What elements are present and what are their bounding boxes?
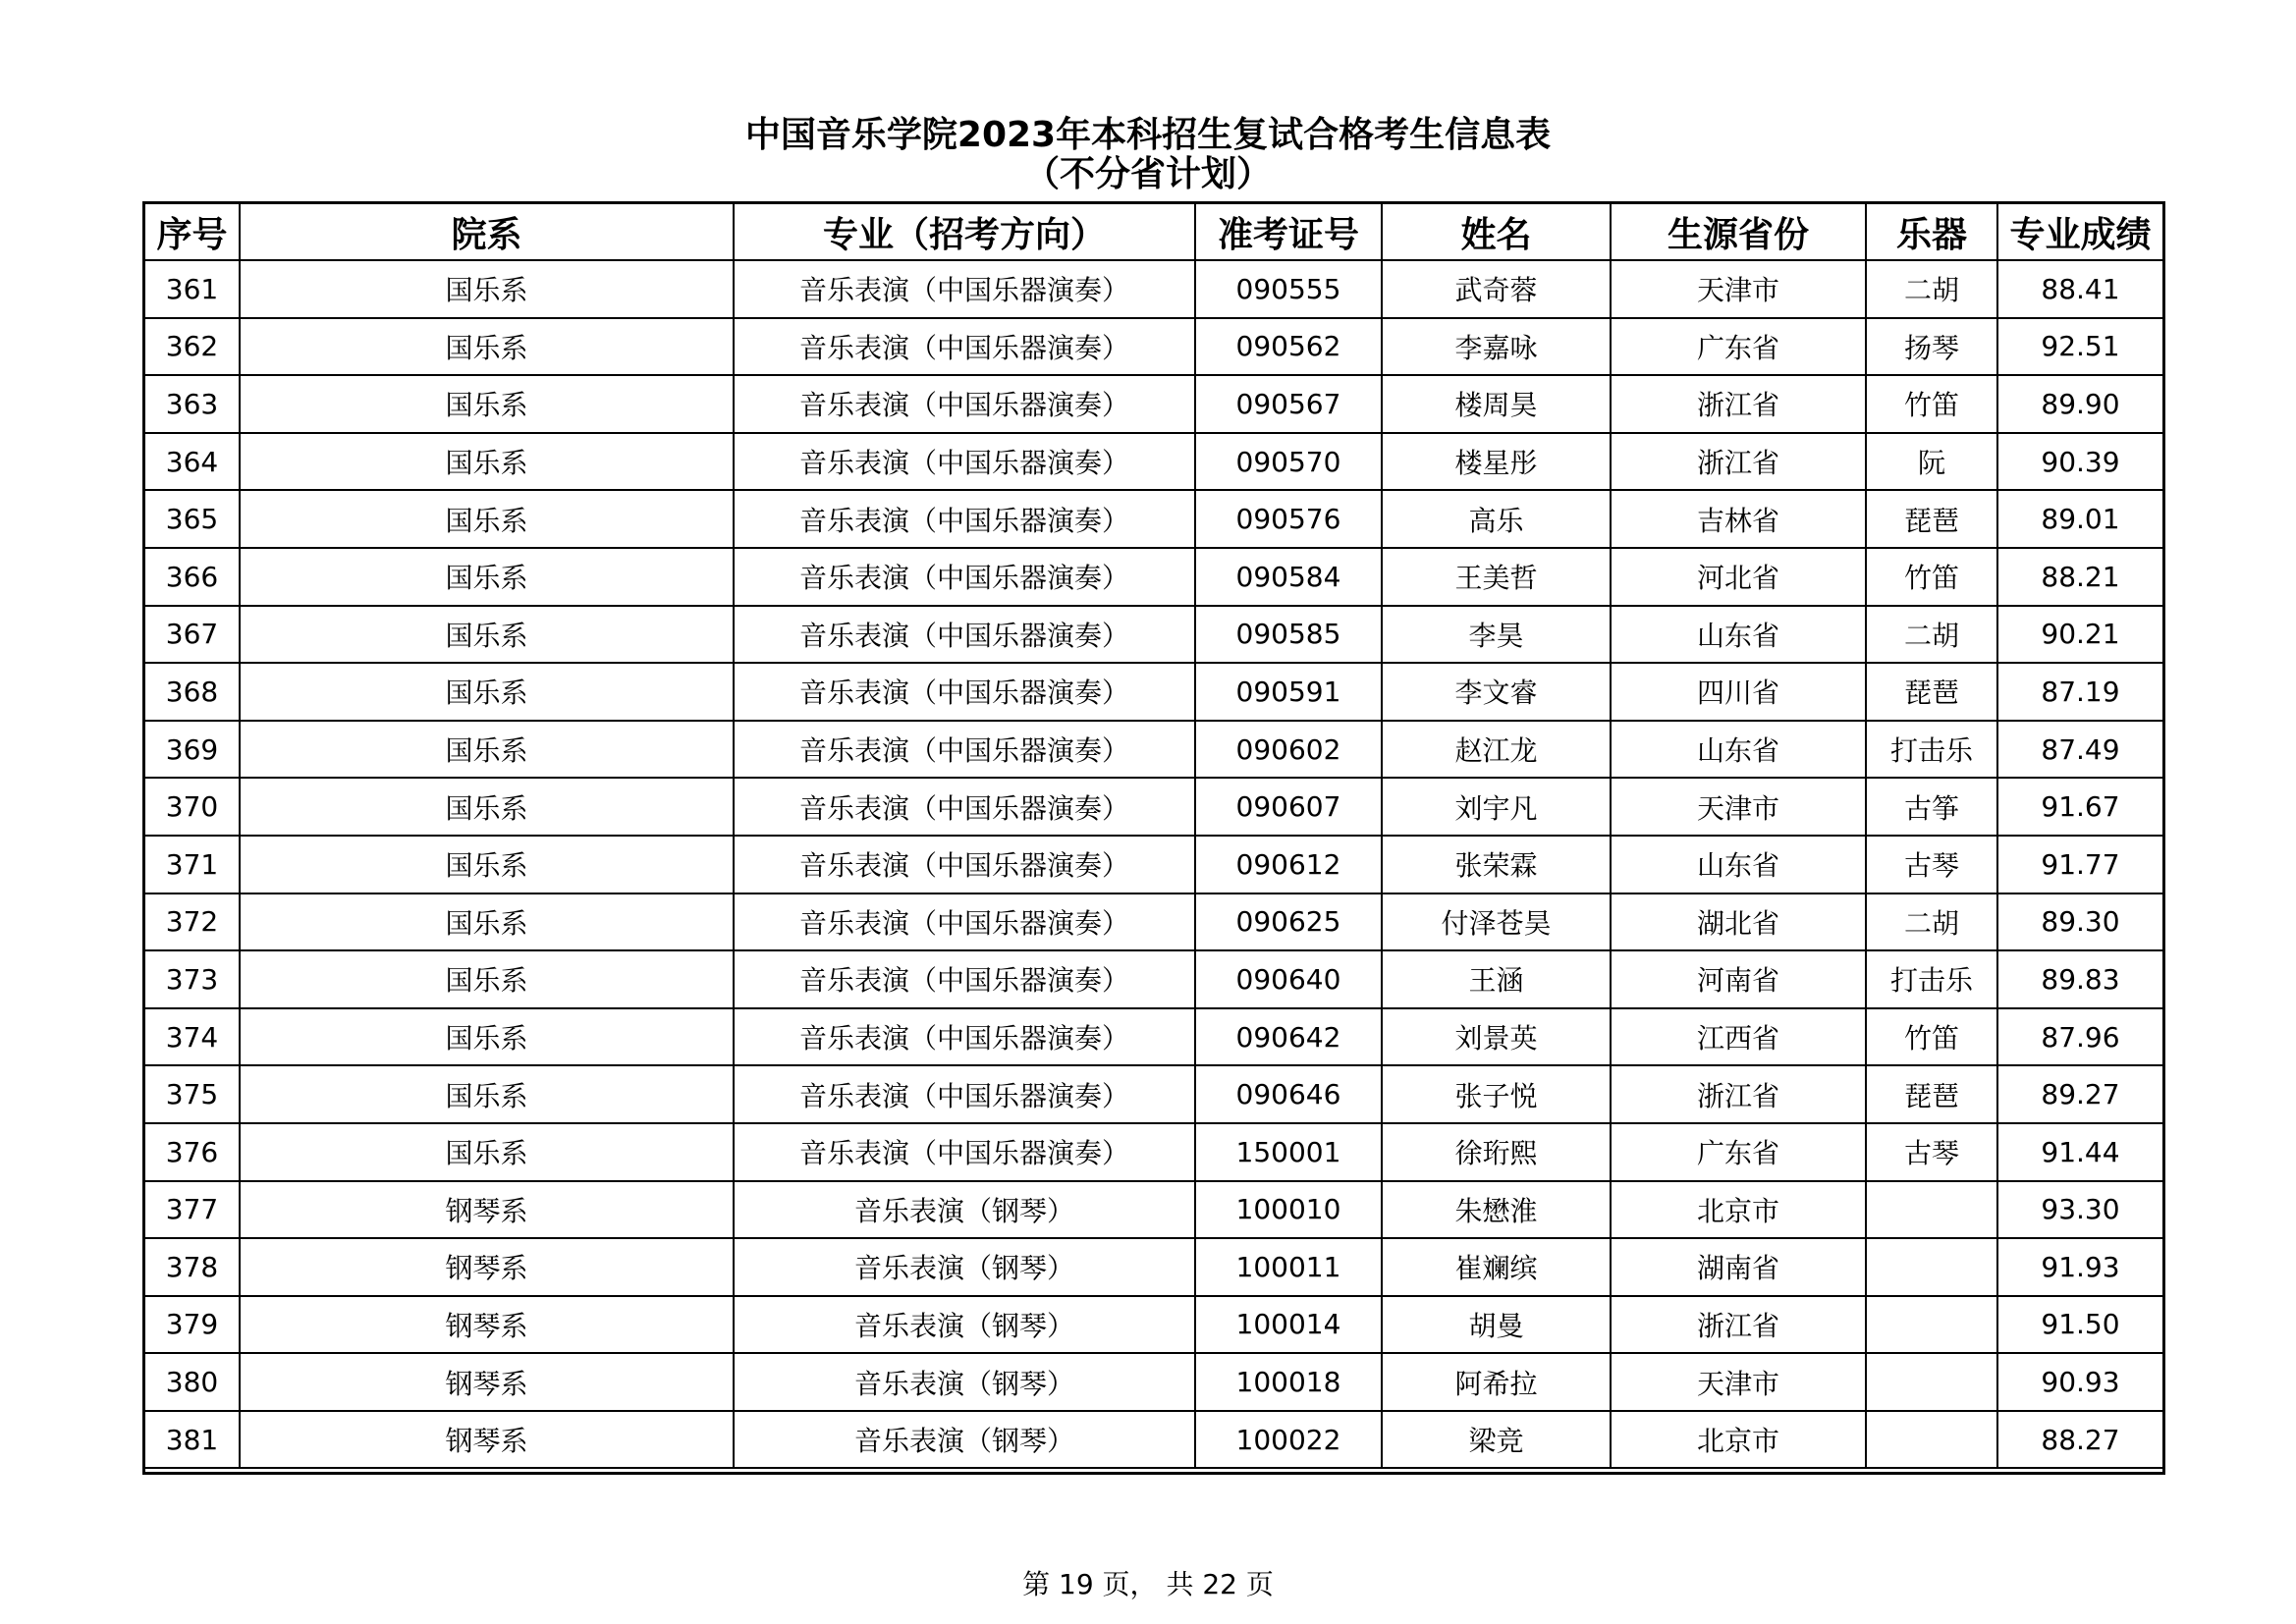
cell-department: 国乐系 [240, 893, 734, 951]
cell-exam-id: 100010 [1195, 1181, 1382, 1239]
cell-index: 380 [144, 1353, 240, 1411]
cell-score: 92.51 [1997, 318, 2163, 376]
table-row [144, 318, 2163, 376]
cell-major: 音乐表演（中国乐器演奏） [734, 836, 1195, 893]
cell-index: 369 [144, 721, 240, 779]
cell-score: 88.21 [1997, 548, 2163, 606]
cell-instrument [1866, 1296, 1997, 1354]
cell-score: 91.44 [1997, 1123, 2163, 1181]
cell-province: 湖北省 [1611, 893, 1866, 951]
cell-department: 钢琴系 [240, 1353, 734, 1411]
page-number: 第 19 页， 共 22 页 [1022, 1568, 1274, 1600]
cell-exam-id: 090607 [1195, 778, 1382, 836]
cell-index: 371 [144, 836, 240, 893]
cell-department: 国乐系 [240, 433, 734, 491]
table-row [144, 375, 2163, 433]
cell-score: 87.19 [1997, 663, 2163, 721]
cell-major: 音乐表演（钢琴） [734, 1238, 1195, 1296]
cell-instrument: 打击乐 [1866, 950, 1997, 1008]
cell-exam-id: 150001 [1195, 1123, 1382, 1181]
cell-department: 国乐系 [240, 663, 734, 721]
cell-index: 362 [144, 318, 240, 376]
cell-score: 89.27 [1997, 1065, 2163, 1123]
cell-department: 国乐系 [240, 260, 734, 318]
table-row [144, 1123, 2163, 1181]
cell-exam-id: 090591 [1195, 663, 1382, 721]
cell-score: 90.39 [1997, 433, 2163, 491]
cell-province: 天津市 [1611, 1353, 1866, 1411]
cell-major: 音乐表演（钢琴） [734, 1411, 1195, 1469]
cell-name: 楼星彤 [1382, 433, 1611, 491]
cell-exam-id: 090612 [1195, 836, 1382, 893]
cell-name: 张荣霖 [1382, 836, 1611, 893]
cell-major: 音乐表演（中国乐器演奏） [734, 1123, 1195, 1181]
table-row [144, 778, 2163, 836]
cell-province: 浙江省 [1611, 375, 1866, 433]
cell-index: 366 [144, 548, 240, 606]
cell-instrument: 扬琴 [1866, 318, 1997, 376]
cell-name: 王美哲 [1382, 548, 1611, 606]
cell-index: 367 [144, 606, 240, 664]
table-row [144, 1411, 2163, 1469]
cell-name: 李昊 [1382, 606, 1611, 664]
column-header: 姓名 [1382, 203, 1611, 260]
table-row [144, 1008, 2163, 1066]
cell-name: 张子悦 [1382, 1065, 1611, 1123]
column-header: 乐器 [1866, 203, 1997, 260]
document-subtitle: （不分省计划） [1023, 154, 1272, 194]
cell-instrument [1866, 1353, 1997, 1411]
cell-department: 国乐系 [240, 778, 734, 836]
cell-province: 浙江省 [1611, 1296, 1866, 1354]
cell-name: 梁竞 [1382, 1411, 1611, 1469]
cell-department: 国乐系 [240, 490, 734, 548]
cell-score: 87.96 [1997, 1008, 2163, 1066]
cell-score: 91.67 [1997, 778, 2163, 836]
page-footer [0, 1563, 2296, 1602]
cell-department: 国乐系 [240, 950, 734, 1008]
cell-name: 赵江龙 [1382, 721, 1611, 779]
cell-major: 音乐表演（中国乐器演奏） [734, 260, 1195, 318]
cell-province: 江西省 [1611, 1008, 1866, 1066]
cell-index: 361 [144, 260, 240, 318]
cell-instrument: 古琴 [1866, 1123, 1997, 1181]
cell-major: 音乐表演（中国乐器演奏） [734, 548, 1195, 606]
cell-name: 刘宇凡 [1382, 778, 1611, 836]
cell-instrument: 古筝 [1866, 778, 1997, 836]
cell-exam-id: 090570 [1195, 433, 1382, 491]
cell-major: 音乐表演（中国乐器演奏） [734, 433, 1195, 491]
cell-province: 山东省 [1611, 606, 1866, 664]
cell-province: 广东省 [1611, 1123, 1866, 1181]
cell-instrument: 竹笛 [1866, 375, 1997, 433]
cell-province: 河南省 [1611, 950, 1866, 1008]
cell-exam-id: 090625 [1195, 893, 1382, 951]
cell-name: 徐珩熙 [1382, 1123, 1611, 1181]
cell-instrument: 二胡 [1866, 893, 1997, 951]
table-header-row [144, 203, 2163, 260]
cell-province: 北京市 [1611, 1181, 1866, 1239]
table-row [144, 548, 2163, 606]
cell-exam-id: 090555 [1195, 260, 1382, 318]
cell-name: 刘景英 [1382, 1008, 1611, 1066]
cell-index: 378 [144, 1238, 240, 1296]
cell-department: 国乐系 [240, 1123, 734, 1181]
cell-score: 90.93 [1997, 1353, 2163, 1411]
column-header: 准考证号 [1195, 203, 1382, 260]
cell-department: 国乐系 [240, 721, 734, 779]
cell-major: 音乐表演（钢琴） [734, 1296, 1195, 1354]
cell-name: 王涵 [1382, 950, 1611, 1008]
cell-exam-id: 100011 [1195, 1238, 1382, 1296]
cell-province: 四川省 [1611, 663, 1866, 721]
cell-department: 钢琴系 [240, 1238, 734, 1296]
table-row [144, 893, 2163, 951]
cell-major: 音乐表演（中国乐器演奏） [734, 950, 1195, 1008]
cell-name: 阿希拉 [1382, 1353, 1611, 1411]
cell-index: 375 [144, 1065, 240, 1123]
cell-department: 钢琴系 [240, 1411, 734, 1469]
cell-score: 89.83 [1997, 950, 2163, 1008]
cell-index: 373 [144, 950, 240, 1008]
cell-index: 372 [144, 893, 240, 951]
cell-index: 368 [144, 663, 240, 721]
cell-province: 吉林省 [1611, 490, 1866, 548]
cell-score: 87.49 [1997, 721, 2163, 779]
cell-index: 377 [144, 1181, 240, 1239]
cell-exam-id: 090585 [1195, 606, 1382, 664]
cell-instrument [1866, 1181, 1997, 1239]
cell-department: 国乐系 [240, 836, 734, 893]
cell-exam-id: 090640 [1195, 950, 1382, 1008]
cell-index: 374 [144, 1008, 240, 1066]
cell-major: 音乐表演（中国乐器演奏） [734, 893, 1195, 951]
cell-name: 李嘉咏 [1382, 318, 1611, 376]
cell-instrument: 琵琶 [1866, 490, 1997, 548]
cell-exam-id: 090646 [1195, 1065, 1382, 1123]
cell-exam-id: 090584 [1195, 548, 1382, 606]
cell-instrument: 二胡 [1866, 260, 1997, 318]
cell-score: 91.50 [1997, 1296, 2163, 1354]
table-row [144, 721, 2163, 779]
table-row [144, 1181, 2163, 1239]
cell-name: 胡曼 [1382, 1296, 1611, 1354]
cell-major: 音乐表演（中国乐器演奏） [734, 318, 1195, 376]
cell-instrument: 二胡 [1866, 606, 1997, 664]
cell-instrument: 竹笛 [1866, 548, 1997, 606]
cell-department: 国乐系 [240, 1008, 734, 1066]
cell-major: 音乐表演（中国乐器演奏） [734, 663, 1195, 721]
cell-index: 364 [144, 433, 240, 491]
cell-department: 国乐系 [240, 318, 734, 376]
cell-exam-id: 100018 [1195, 1353, 1382, 1411]
cell-index: 365 [144, 490, 240, 548]
cell-exam-id: 090576 [1195, 490, 1382, 548]
cell-score: 89.01 [1997, 490, 2163, 548]
column-header: 生源省份 [1611, 203, 1866, 260]
cell-exam-id: 090602 [1195, 721, 1382, 779]
cell-score: 91.77 [1997, 836, 2163, 893]
cell-exam-id: 100022 [1195, 1411, 1382, 1469]
cell-province: 山东省 [1611, 836, 1866, 893]
cell-name: 崔斓缤 [1382, 1238, 1611, 1296]
cell-major: 音乐表演（中国乐器演奏） [734, 375, 1195, 433]
table-row [144, 1065, 2163, 1123]
cell-department: 国乐系 [240, 375, 734, 433]
cell-province: 河北省 [1611, 548, 1866, 606]
cell-name: 付泽苍昊 [1382, 893, 1611, 951]
table-row [144, 1238, 2163, 1296]
cell-province: 山东省 [1611, 721, 1866, 779]
cell-instrument: 琵琶 [1866, 663, 1997, 721]
cell-score: 88.41 [1997, 260, 2163, 318]
cell-province: 广东省 [1611, 318, 1866, 376]
table-row [144, 1353, 2163, 1411]
cell-index: 370 [144, 778, 240, 836]
cell-exam-id: 090642 [1195, 1008, 1382, 1066]
cell-department: 国乐系 [240, 548, 734, 606]
cell-major: 音乐表演（中国乐器演奏） [734, 490, 1195, 548]
cell-major: 音乐表演（中国乐器演奏） [734, 1008, 1195, 1066]
cell-province: 天津市 [1611, 778, 1866, 836]
column-header: 院系 [240, 203, 734, 260]
cell-department: 钢琴系 [240, 1296, 734, 1354]
cell-instrument: 阮 [1866, 433, 1997, 491]
table-body [144, 260, 2163, 1468]
table-row [144, 606, 2163, 664]
cell-score: 90.21 [1997, 606, 2163, 664]
cell-score: 89.90 [1997, 375, 2163, 433]
column-header: 序号 [144, 203, 240, 260]
cell-province: 北京市 [1611, 1411, 1866, 1469]
cell-instrument: 竹笛 [1866, 1008, 1997, 1066]
table-row [144, 433, 2163, 491]
cell-major: 音乐表演（中国乐器演奏） [734, 606, 1195, 664]
cell-index: 381 [144, 1411, 240, 1469]
cell-exam-id: 100014 [1195, 1296, 1382, 1354]
cell-instrument: 琵琶 [1866, 1065, 1997, 1123]
cell-name: 武奇蓉 [1382, 260, 1611, 318]
cell-major: 音乐表演（钢琴） [734, 1353, 1195, 1411]
table-row [144, 663, 2163, 721]
column-header: 专业成绩 [1997, 203, 2163, 260]
cell-name: 楼周昊 [1382, 375, 1611, 433]
cell-score: 89.30 [1997, 893, 2163, 951]
column-header: 专业（招考方向） [734, 203, 1195, 260]
cell-score: 93.30 [1997, 1181, 2163, 1239]
cell-instrument: 古琴 [1866, 836, 1997, 893]
cell-department: 国乐系 [240, 1065, 734, 1123]
cell-instrument [1866, 1238, 1997, 1296]
table-row [144, 836, 2163, 893]
cell-province: 湖南省 [1611, 1238, 1866, 1296]
document-title: 中国音乐学院2023年本科招生复试合格考生信息表 [744, 115, 1552, 155]
cell-score: 88.27 [1997, 1411, 2163, 1469]
cell-instrument [1866, 1411, 1997, 1469]
cell-major: 音乐表演（中国乐器演奏） [734, 778, 1195, 836]
cell-province: 天津市 [1611, 260, 1866, 318]
cell-index: 363 [144, 375, 240, 433]
cell-department: 钢琴系 [240, 1181, 734, 1239]
cell-major: 音乐表演（中国乐器演奏） [734, 1065, 1195, 1123]
cell-name: 高乐 [1382, 490, 1611, 548]
cell-major: 音乐表演（中国乐器演奏） [734, 721, 1195, 779]
table-row [144, 1296, 2163, 1354]
cell-province: 浙江省 [1611, 1065, 1866, 1123]
cell-instrument: 打击乐 [1866, 721, 1997, 779]
cell-exam-id: 090562 [1195, 318, 1382, 376]
cell-index: 376 [144, 1123, 240, 1181]
table-row [144, 950, 2163, 1008]
cell-province: 浙江省 [1611, 433, 1866, 491]
table-row [144, 260, 2163, 318]
cell-department: 国乐系 [240, 606, 734, 664]
cell-name: 朱懋淮 [1382, 1181, 1611, 1239]
cell-exam-id: 090567 [1195, 375, 1382, 433]
table-row [144, 490, 2163, 548]
cell-score: 91.93 [1997, 1238, 2163, 1296]
applicant-table [143, 202, 2164, 1469]
cell-index: 379 [144, 1296, 240, 1354]
cell-major: 音乐表演（钢琴） [734, 1181, 1195, 1239]
cell-name: 李文睿 [1382, 663, 1611, 721]
